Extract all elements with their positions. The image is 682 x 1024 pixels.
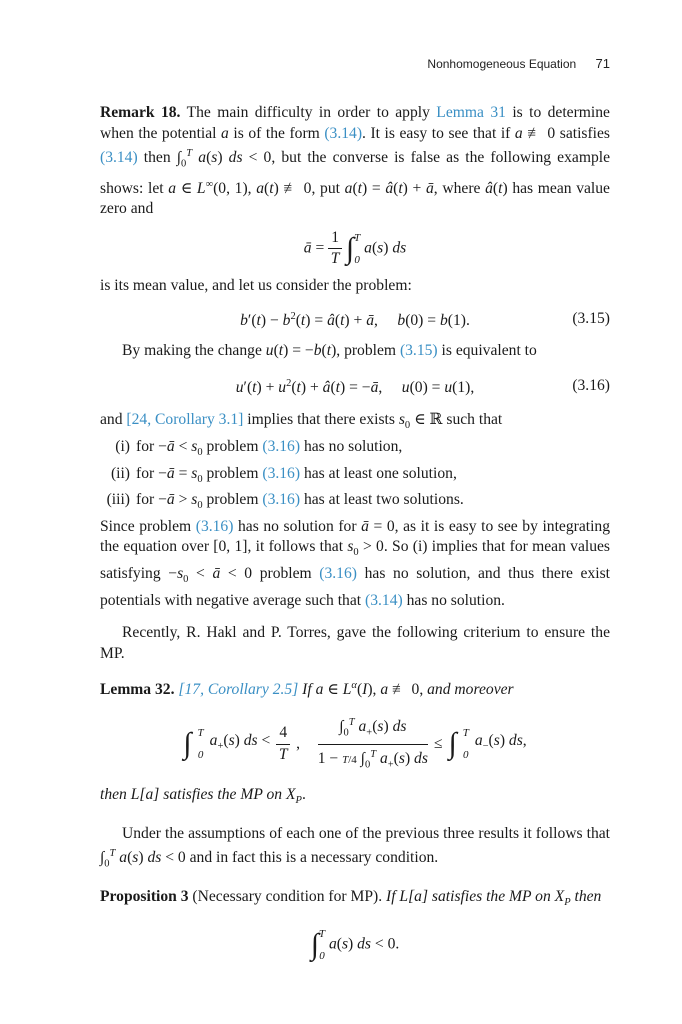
and-paragraph: and [24, Corollary 3.1] implies that there exists $s_0$ ∈ ℝ such that xyxy=(100,411,503,432)
eq-3-14-link[interactable]: (3.14) xyxy=(100,149,138,167)
proposition-paragraph: Proposition 3 (Necessary condition for MP). If L[a] satisfies the MP on $X_P$ then xyxy=(100,888,602,909)
proposition-label: Proposition 3 xyxy=(100,888,189,906)
eq-3-16-link[interactable]: (3.16) xyxy=(262,491,301,509)
eq-3-15-link[interactable]: (3.15) xyxy=(399,342,438,360)
remark-label: Remark 18. xyxy=(100,104,181,121)
list-item: (i) for −ā < $s_0$ problem (3.16) has no solution, xyxy=(115,437,403,459)
eq-3-14-link[interactable]: (3.14) xyxy=(324,124,363,142)
lemma-conclusion: then L[a] satisfies the MP on $X_P$. xyxy=(100,786,306,807)
running-header xyxy=(427,56,610,71)
cases-list xyxy=(100,437,610,517)
ref-24-link[interactable]: [24, Corollary 3.1] xyxy=(126,411,244,429)
lemma-paragraph: Lemma 32. [17, Corollary 2.5] If a ∈ $L^\alpha(I)$, a ≢ 0, and moreover xyxy=(100,680,514,699)
equation-3-15: $b'(t) - b^2(t)$ = â(t) + ā, b(0) = b(1). (3.15) xyxy=(240,309,610,329)
under-paragraph: Under the assumptions of each one of the previous three results it follows that $\int_0^T$ a(s) ds < 0 and in fact this is a necessary condition. xyxy=(100,824,610,870)
eq-3-16-link[interactable]: (3.16) xyxy=(319,564,357,582)
lemma-label: Lemma 32. xyxy=(100,681,175,699)
lemma-31-link[interactable]: Lemma 31 xyxy=(436,104,506,121)
eq-3-16-link[interactable]: (3.16) xyxy=(262,464,301,482)
eq-number-3-16: (3.16) xyxy=(572,376,610,394)
eq-3-16-link[interactable]: (3.16) xyxy=(262,437,301,455)
eq-3-14-link[interactable]: (3.14) xyxy=(365,591,403,609)
mean-value-equation: ā = $\frac{1}{T}$ ∫ T 0 a(s) ds xyxy=(303,228,407,268)
eq-number-3-15: (3.15) xyxy=(572,309,610,327)
ref-17-link[interactable]: [17, Corollary 2.5] xyxy=(178,681,299,699)
recently-paragraph: Recently, R. Hakl and P. Torres, gave the following criterium to ensure the MP. xyxy=(100,624,610,662)
eq-3-16-link[interactable]: (3.16) xyxy=(195,517,234,535)
page-number: 71 xyxy=(595,56,610,71)
remark-paragraph: Remark 18. The main difficulty in order to apply Lemma 31 is to determine when the potential a is of the form (3.14). It is easy to see that if a ≢ 0 satisfies (3.14) then $\int_0^T$ a(s) ds < 0, but the converse is false as the following example shows: let a ∈ L∞(0, 1), a(t) ≢ 0, put a(t) = â(t) + ā, where â(t) has mean value zero and xyxy=(100,104,611,218)
equation-3-16: $u'(t) + u^2(t)$ + â(t) = −ā, u(0) = u(1), (3.16) xyxy=(235,376,610,396)
lemma-inequality: ∫ T 0 $a_+(s)$ ds < $\frac{4}{T}$ , $\frac{\int_0^T a_+(s) ds}{1 - T/4 \int_0^T a_+(s) ds}$ ≤ ∫ T 0 $a_-(s)$ ds, xyxy=(100,713,610,776)
page-body xyxy=(100,103,610,962)
list-item: (iii) for −ā > $s_0$ problem (3.16) has at least two solutions. xyxy=(106,491,464,512)
running-title: Nonhomogeneous Equation xyxy=(427,57,577,71)
list-item: (ii) for −ā = $s_0$ problem (3.16) has at least one solution, xyxy=(110,464,457,485)
change-paragraph: By making the change u(t) = −b(t), problem (3.15) is equivalent to xyxy=(122,342,537,360)
since-paragraph: Since problem (3.16) has no solution for ā = 0, as it is easy to see by integrating the equation over [0, 1], it follows that $s_0 > 0$. So (i) implies that for mean values satisfying $-s_0$ < ā < 0 problem (3.16) has no solution, and thus there exist potentials with negative average such that (3.14) has no solution. xyxy=(100,517,611,609)
proposition-inequality: ∫ T 0 a(s) ds < 0. xyxy=(310,927,400,962)
after-mean-text: is its mean value, and let us consider the problem: xyxy=(100,276,412,294)
